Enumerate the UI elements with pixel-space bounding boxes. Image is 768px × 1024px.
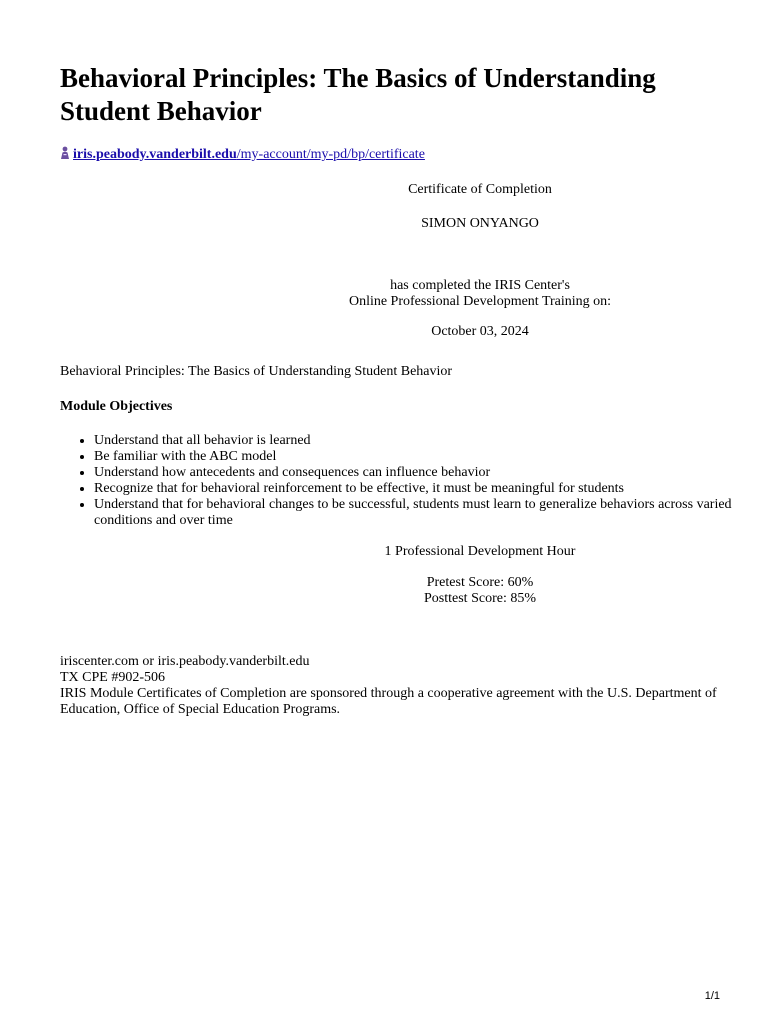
recipient-name: SIMON ONYANGO	[421, 216, 539, 231]
footer	[60, 654, 720, 718]
objectives-list	[60, 433, 744, 529]
page-number: 1/1	[704, 990, 720, 1002]
certificate-link[interactable]	[73, 147, 425, 162]
footer-tx-cpe: TX CPE #902-506	[60, 670, 165, 685]
url-path: /my-account/my-pd/bp/certificate	[236, 147, 425, 162]
list-item: • Recognize that for behavioral reinforcement to be effective, it must be meaningful for students	[94, 481, 744, 497]
completion-date: October 03, 2024	[431, 324, 529, 339]
url-host: iris.peabody.vanderbilt.edu	[73, 147, 237, 162]
posttest-score: Posttest Score: 85%	[424, 591, 536, 606]
source-url	[60, 146, 425, 164]
pretest-score: Pretest Score: 60%	[426, 575, 534, 590]
list-item: • Understand that all behavior is learned	[94, 433, 744, 449]
list-item: • Be familiar with the ABC model	[94, 449, 744, 465]
certificate-heading: Certificate of Completion	[408, 182, 552, 197]
pd-hours: 1 Professional Development Hour	[384, 544, 576, 559]
list-item: • Understand that for behavioral changes to be successful, students must learn to generalize behaviors across varied conditions and over time	[94, 497, 744, 529]
iris-favicon-icon	[60, 146, 70, 160]
footer-websites: iriscenter.com or iris.peabody.vanderbilt.edu	[60, 654, 310, 669]
list-item: • Understand how antecedents and consequences can influence behavior	[94, 465, 744, 481]
footer-sponsorship: IRIS Module Certificates of Completion are sponsored through a cooperative agreement with the U.S. Department of Education, Office of Special Education Programs.	[60, 686, 717, 717]
module-name: Behavioral Principles: The Basics of Understanding Student Behavior	[60, 364, 453, 379]
objectives-heading: Module Objectives	[60, 399, 173, 414]
completion-line-1: has completed the IRIS Center's	[390, 278, 570, 293]
completion-line-2: Online Professional Development Training on:	[348, 294, 612, 309]
page-title: Behavioral Principles: The Basics of Understanding Student Behavior	[60, 63, 656, 126]
